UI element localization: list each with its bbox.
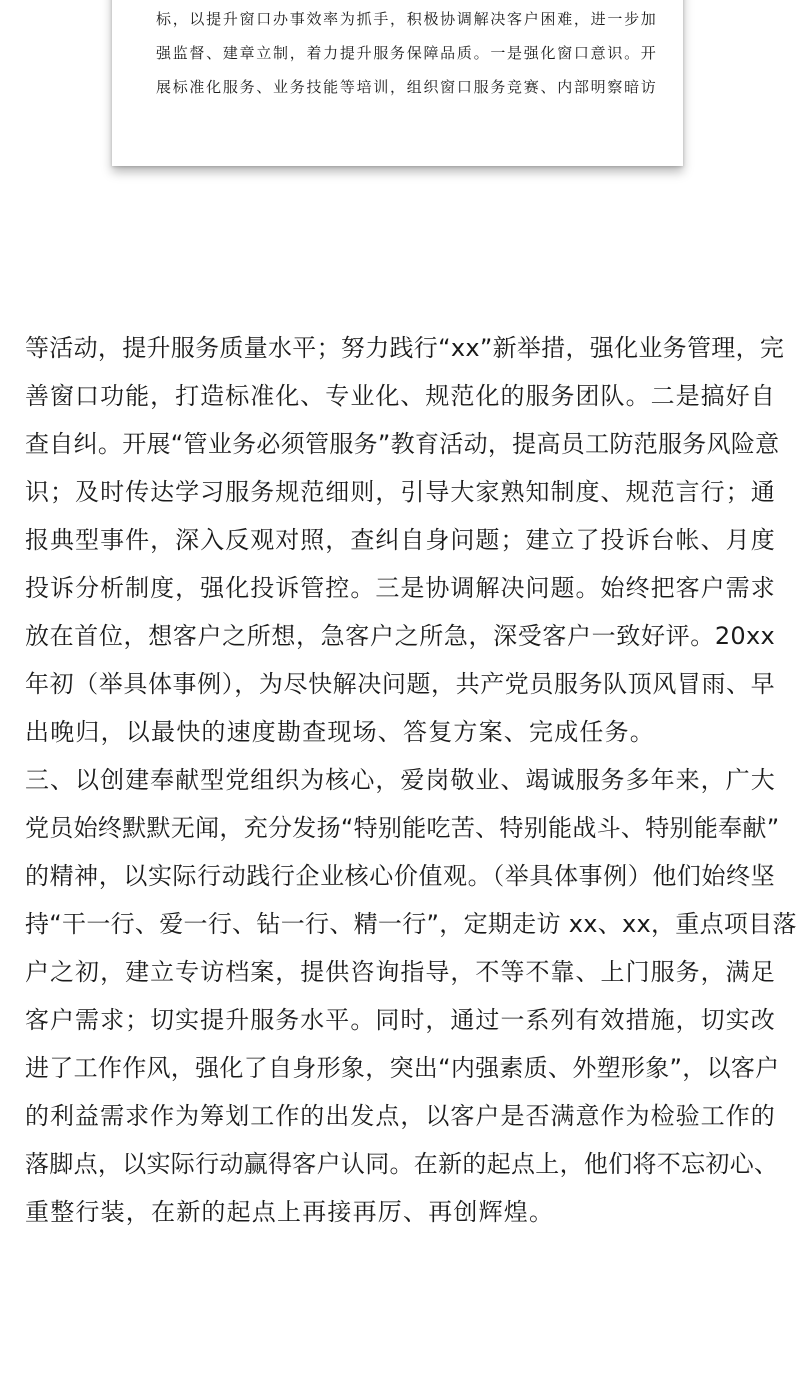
body-text-line: 进了工作作风，强化了自身形象，突出“内强素质、外塑形象”，以客户 (25, 1054, 780, 1082)
body-text-line: 出晚归，以最快的速度勘查现场、答复方案、完成任务。 (25, 718, 655, 746)
body-text-line: 客户需求；切实提升服务水平。同时，通过一系列有效措施，切实改 (25, 1006, 775, 1034)
card-text-line: 强监督、建章立制，着力提升服务保障品质。一是强化窗口意识。开 (156, 44, 656, 62)
body-text-line: 重整行装，在新的起点上再接再厉、再创辉煌。 (25, 1198, 555, 1226)
body-text-line: 党员始终默默无闻，充分发扬“特别能吃苦、特别能战斗、特别能奉献” (25, 814, 780, 842)
body-text-line: 的利益需求作为筹划工作的出发点，以客户是否满意作为检验工作的 (25, 1102, 775, 1130)
paragraph-section-three (25, 756, 797, 1236)
card-text-line: 展标准化服务、业务技能等培训，组织窗口服务竞赛、内部明察暗访 (156, 78, 656, 96)
body-text-line: 等活动，提升服务质量水平；努力践行“xx”新举措，强化业务管理，完 (25, 334, 785, 362)
body-text-line: 放在首位，想客户之所想，急客户之所急，深受客户一致好评。20xx (25, 622, 775, 650)
body-text-line: 户之初，建立专访档案，提供咨询指导，不等不靠、上门服务，满足 (25, 958, 775, 986)
card-text-line: 标，以提升窗口办事效率为抓手，积极协调解决客户困难，进一步加 (156, 10, 656, 28)
body-text-line: 持“干一行、爱一行、钻一行、精一行”，定期走访 xx、xx，重点项目落 (25, 910, 797, 938)
document-body (25, 324, 797, 1236)
preview-page-card (112, 0, 683, 166)
body-text-line: 三、以创建奉献型党组织为核心，爱岗敬业、竭诚服务多年来，广大 (25, 766, 775, 794)
body-text-line: 查自纠。开展“管业务必须管服务”教育活动，提高员工防范服务风险意 (25, 430, 780, 458)
paragraph-service-measures (25, 324, 785, 756)
card-paragraph (156, 2, 656, 104)
body-text-line: 落脚点，以实际行动赢得客户认同。在新的起点上，他们将不忘初心、 (25, 1150, 779, 1178)
body-text-line: 年初（举具体事例），为尽快解决问题，共产党员服务队顶风冒雨、早 (25, 670, 775, 698)
body-text-line: 投诉分析制度，强化投诉管控。三是协调解决问题。始终把客户需求 (25, 574, 775, 602)
body-text-line: 报典型事件，深入反观对照，查纠自身问题；建立了投诉台帐、月度 (25, 526, 775, 554)
body-text-line: 识；及时传达学习服务规范细则，引导大家熟知制度、规范言行；通 (25, 478, 775, 506)
body-text-line: 的精神，以实际行动践行企业核心价值观。（举具体事例）他们始终坚 (25, 862, 775, 890)
body-text-line: 善窗口功能，打造标准化、专业化、规范化的服务团队。二是搞好自 (25, 382, 775, 410)
